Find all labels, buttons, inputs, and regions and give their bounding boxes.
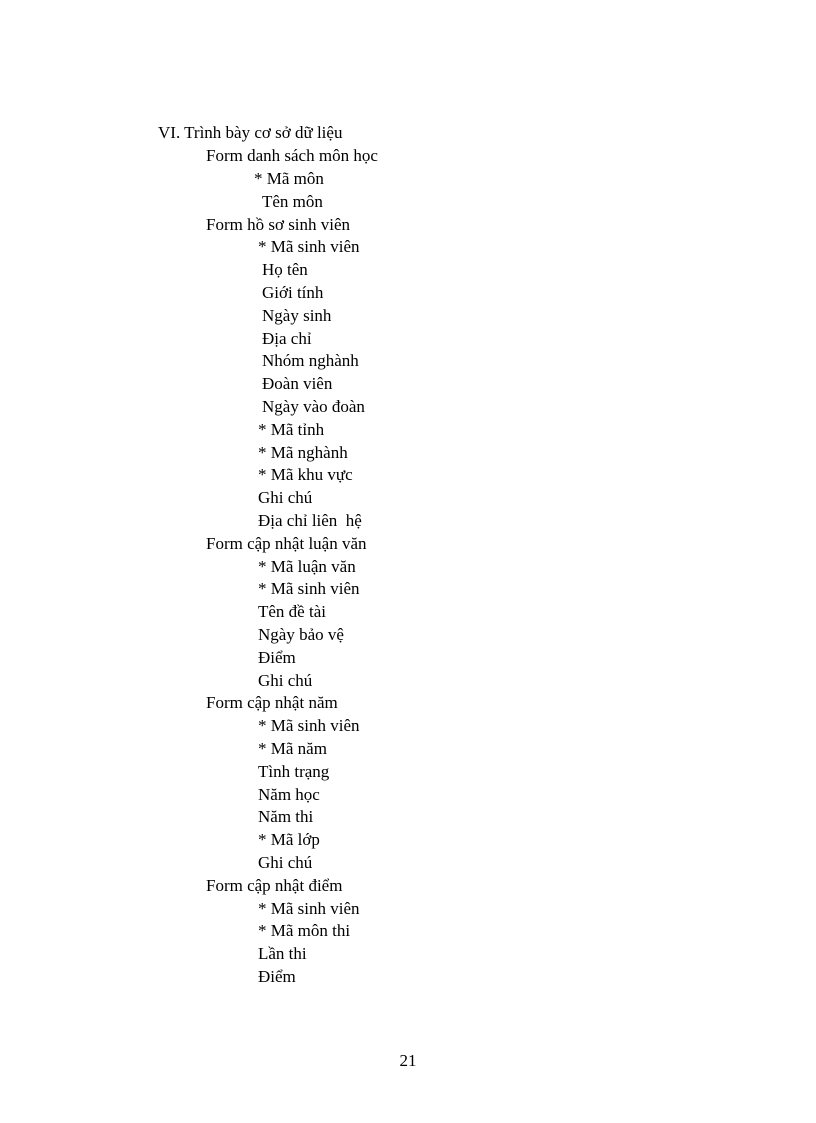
field-item: Điểm: [258, 648, 296, 667]
field-item: Ghi chú: [258, 488, 313, 507]
field-item: * Mã sinh viên: [258, 716, 360, 735]
field-item: * Mã sinh viên: [258, 579, 360, 598]
field-item: Năm học: [258, 785, 320, 804]
field-item: Ngày vào đoàn: [262, 397, 365, 416]
field-item: Tên đề tài: [258, 602, 326, 621]
field-item: Địa chỉ liên hệ: [258, 511, 362, 530]
form-title-ho-so-sinh-vien: Form hồ sơ sinh viên: [206, 215, 351, 234]
field-item: * Mã sinh viên: [258, 237, 360, 256]
field-item: Năm thi: [258, 807, 314, 826]
section-heading: VI. Trình bày cơ sở dữ liệu: [158, 123, 343, 142]
field-item: * Mã năm: [258, 739, 327, 758]
form-title-nam: Form cập nhật năm: [206, 693, 338, 712]
form-title-luan-van: Form cập nhật luận văn: [206, 534, 367, 553]
form-title-mon-hoc: Form danh sách môn học: [206, 146, 378, 165]
field-item: Điểm: [258, 967, 296, 986]
field-item: Đoàn viên: [262, 374, 333, 393]
form-title-diem: Form cập nhật điểm: [206, 876, 343, 895]
field-item: * Mã luận văn: [258, 557, 356, 576]
field-item: * Mã môn: [254, 169, 324, 188]
field-item: Nhóm nghành: [262, 351, 359, 370]
page-number: 21: [399, 1051, 417, 1070]
field-item: * Mã nghành: [258, 443, 348, 462]
field-item: Tên môn: [262, 192, 323, 211]
field-item: Lần thi: [258, 944, 307, 963]
field-item: * Mã sinh viên: [258, 899, 360, 918]
field-item: Họ tên: [262, 260, 308, 279]
field-item: * Mã môn thi: [258, 921, 351, 940]
field-item: Tình trạng: [258, 762, 330, 781]
field-item: Giới tính: [262, 283, 324, 302]
field-item: * Mã tỉnh: [258, 420, 325, 439]
field-item: * Mã khu vực: [258, 465, 353, 484]
field-item: Ngày sinh: [262, 306, 332, 325]
field-item: Ghi chú: [258, 671, 313, 690]
field-item: Ghi chú: [258, 853, 313, 872]
field-item: Địa chỉ: [262, 329, 312, 348]
field-item: * Mã lớp: [258, 830, 320, 849]
field-item: Ngày bảo vệ: [258, 625, 344, 644]
